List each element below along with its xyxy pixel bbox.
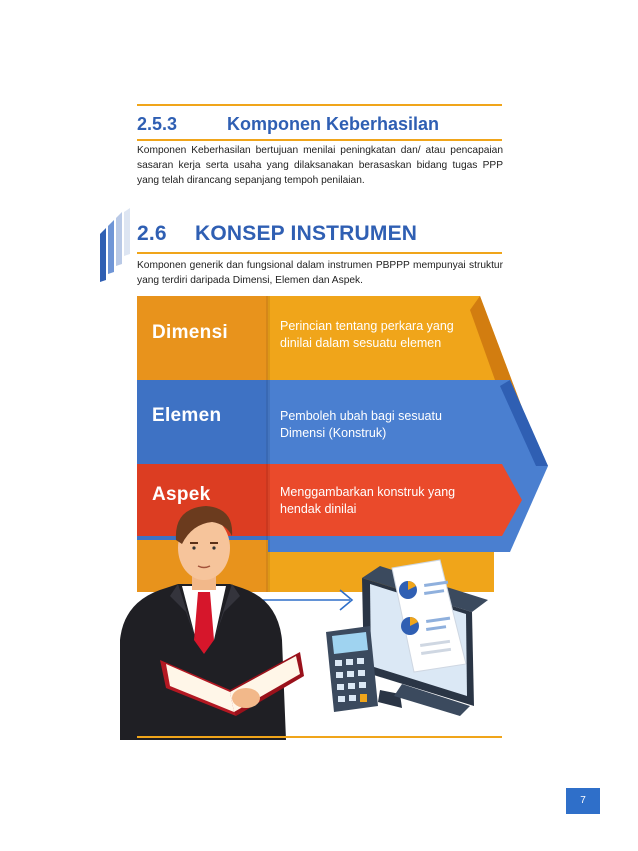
layer-label-elemen: Elemen [152,405,222,426]
section-26-number: 2.6 [137,222,167,245]
layer-desc-aspek: Menggambarkan konstruk yang hendak dinilai [280,485,456,516]
layer-desc-elemen: Pemboleh ubah bagi sesuatu Dimensi (Konstruk) [280,409,442,440]
section-253-body: Komponen Keberhasilan bertujuan menilai peningkatan dan/ atau pencapaian sasaran kerja serta usaha yang dilaksanakan berasaskan bidang tugas PPP yang telah dirancang sepanjang tempoh penilaian. [137,145,503,186]
calculator-icon [326,626,378,712]
page-number-badge: 7 [566,788,600,814]
layer-label-dimensi: Dimensi [152,322,229,343]
bottom-divider [137,736,502,738]
section-26-title: KONSEP INSTRUMEN [195,222,418,245]
layer-label-aspek: Aspek [152,484,211,505]
section-253-number: 2.5.3 [137,114,178,134]
section-26-body: Komponen generik dan fungsional dalam instrumen PBPPP mempunyai struktur yang terdiri daripada Dimensi, Elemen dan Aspek. [137,260,503,286]
layer-desc-dimensi: Perincian tentang perkara yang dinilai dalam sesuatu elemen [280,319,454,350]
section-253-title: Komponen Keberhasilan [227,114,440,134]
